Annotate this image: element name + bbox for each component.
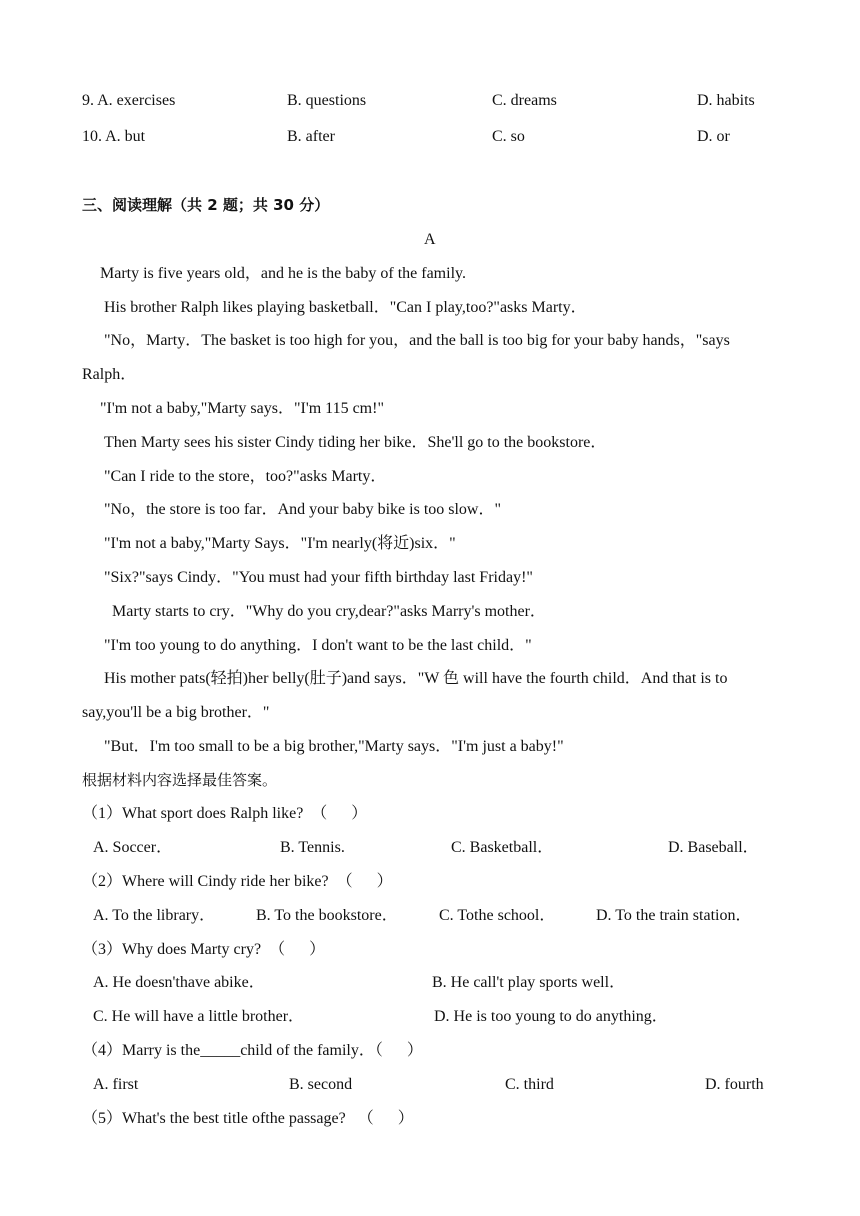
passage-line: "I'm too young to do anything．I don't want to be the last child．" — [104, 637, 532, 654]
q9-option-a: 9. A. exercises — [82, 92, 176, 109]
question-stem: （4）Marry is the_____child of the family．（ ） — [82, 1042, 423, 1059]
passage-line: "Can I ride to the store，too?"asks Marty． — [104, 468, 387, 485]
q3-option-a: A. He doesn'thave abike． — [93, 974, 265, 991]
q1-option-d: D. Baseball． — [668, 839, 759, 856]
q3-option-c: C. He will have a little brother． — [93, 1008, 305, 1025]
q9-option-b: B. questions — [287, 92, 367, 109]
q2-option-a: A. To the library． — [93, 907, 216, 924]
q9-option-d: D. habits — [697, 92, 755, 109]
q4-option-c: C. third — [505, 1076, 554, 1093]
passage-line: Marty starts to cry．"Why do you cry,dear?"asks Marry's mother． — [112, 603, 546, 620]
q2-option-d: D. To the train station． — [596, 907, 752, 924]
passage-line: "No，Marty．The basket is too high for you，and the ball is too big for your baby hands，"says — [104, 332, 730, 349]
passage-line: His mother pats(轻拍)her belly(肚子)and says．"W 色 will have the fourth child．And that is to — [104, 670, 728, 687]
passage-line: Marty is five years old，and he is the baby of the family. — [100, 265, 466, 282]
passage-line: Ralph． — [82, 366, 137, 383]
passage-line: His brother Ralph likes playing basketball．"Can I play,too?"asks Marty． — [104, 299, 587, 316]
q10-option-b: B. after — [287, 128, 335, 145]
passage-line: say,you'll be a big brother．" — [82, 704, 270, 721]
q4-option-b: B. second — [289, 1076, 353, 1093]
question-stem: （1）What sport does Ralph like? （ ） — [82, 805, 368, 822]
q1-option-b: B. Tennis. — [280, 839, 345, 856]
q2-option-b: B. To the bookstore． — [256, 907, 398, 924]
question-stem: （2）Where will Cindy ride her bike? （ ） — [82, 873, 393, 890]
passage-line: "No，the store is too far．And your baby bike is too slow．" — [104, 501, 502, 518]
q4-option-d: D. fourth — [705, 1076, 764, 1093]
passage-line: "I'm not a baby,"Marty says．"I'm 115 cm!" — [100, 400, 384, 417]
q10-option-d: D. or — [697, 128, 730, 145]
section-title: 三、阅读理解（共 2 题；共 30 分） — [82, 196, 330, 214]
question-stem: （5）What's the best title ofthe passage? （ ） — [82, 1110, 414, 1127]
q1-option-a: A. Soccer． — [93, 839, 173, 856]
q9-option-c: C. dreams — [492, 92, 557, 109]
q10-option-c: C. so — [492, 128, 525, 145]
q4-option-a: A. first — [93, 1076, 139, 1093]
question-stem: （3）Why does Marty cry? （ ） — [82, 941, 326, 958]
q1-option-c: C. Basketball． — [451, 839, 554, 856]
instruction: 根据材料内容选择最佳答案。 — [82, 771, 278, 789]
passage-label: A — [424, 231, 436, 248]
q3-option-d: D. He is too young to do anything． — [434, 1008, 668, 1025]
passage-line: "Six?"says Cindy．"You must had your fifth birthday last Friday!" — [104, 569, 533, 586]
q10-option-a: 10. A. but — [82, 128, 146, 145]
q2-option-c: C. Tothe school． — [439, 907, 556, 924]
q3-option-b: B. He call't play sports well． — [432, 974, 626, 991]
passage-line: "But．I'm too small to be a big brother,"Marty says．"I'm just a baby!" — [104, 738, 564, 755]
passage-line: Then Marty sees his sister Cindy tiding her bike．She'll go to the bookstore． — [104, 434, 607, 451]
passage-line: "I'm not a baby,"Marty Says．"I'm nearly(将近)six．" — [104, 535, 456, 552]
